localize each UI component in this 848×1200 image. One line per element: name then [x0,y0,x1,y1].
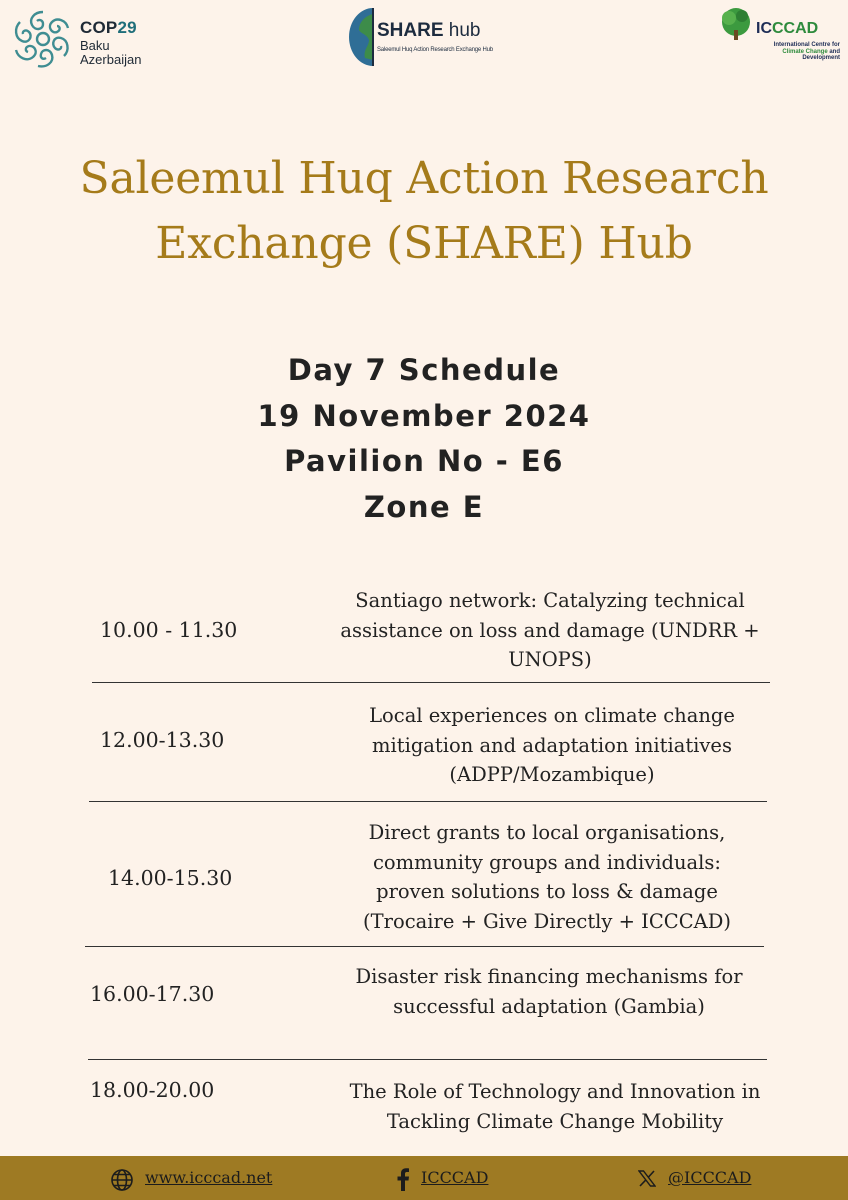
globe-half-icon [347,6,377,68]
website-link[interactable]: www.icccad.net [145,1168,273,1187]
icccad-tree-icon [718,6,754,42]
row-divider [88,1059,767,1060]
row-divider [89,801,767,802]
cop29-name: COP29 [80,18,137,37]
date-label: 19 November 2024 [257,398,591,433]
row-divider [85,946,764,947]
globe-icon [110,1168,134,1192]
page-title [40,146,808,276]
share-hub-logo [347,6,507,70]
facebook-link[interactable]: ICCCAD [421,1168,489,1187]
session-title: The Role of Technology and Innovation in Tackling Climate Change Mobility [349,1080,761,1133]
session-time: 10.00 - 11.30 [100,618,238,642]
row-divider [92,682,770,683]
title-line-2: Exchange (SHARE) Hub [155,218,693,269]
session-time: 14.00-15.30 [108,866,233,890]
session-title: Direct grants to local organisations, community groups and individuals: proven solutions to loss & damage (Trocaire + Give Directly + ICCCAD) [363,821,731,933]
icccad-logo [718,6,838,70]
session-time: 18.00-20.00 [90,1078,215,1102]
footer-bar [0,1156,848,1200]
facebook-icon [396,1167,410,1191]
day-label: Day 7 Schedule [287,353,561,387]
pavilion-label: Pavilion No - E6 [284,444,564,478]
cop29-emblem-icon [10,8,76,70]
x-icon [638,1170,656,1187]
session-time: 12.00-13.30 [100,728,225,752]
session-title: Local experiences on climate change mitigation and adaptation initiatives (ADPP/Mozambique) [369,704,735,786]
session-title: Santiago network: Catalyzing technical assistance on loss and damage (UNDRR + UNOPS) [340,589,760,671]
x-link[interactable]: @ICCCAD [668,1168,752,1187]
share-hub-subtitle: Saleemul Huq Action Research Exchange Hub [377,47,493,53]
cop29-location: Baku Azerbaijan [80,38,142,67]
icccad-name: ICCCAD [756,20,819,37]
share-hub-name: SHARE hub [377,20,481,41]
title-line-1: Saleemul Huq Action Research [79,153,769,204]
icccad-fullname: International Centre for Climate Change and Development [773,42,840,61]
event-info [124,348,724,530]
cop29-logo [10,8,170,70]
zone-label: Zone E [363,489,485,524]
session-title: Disaster risk financing mechanisms for successful adaptation (Gambia) [355,965,743,1018]
session-time: 16.00-17.30 [90,982,215,1006]
